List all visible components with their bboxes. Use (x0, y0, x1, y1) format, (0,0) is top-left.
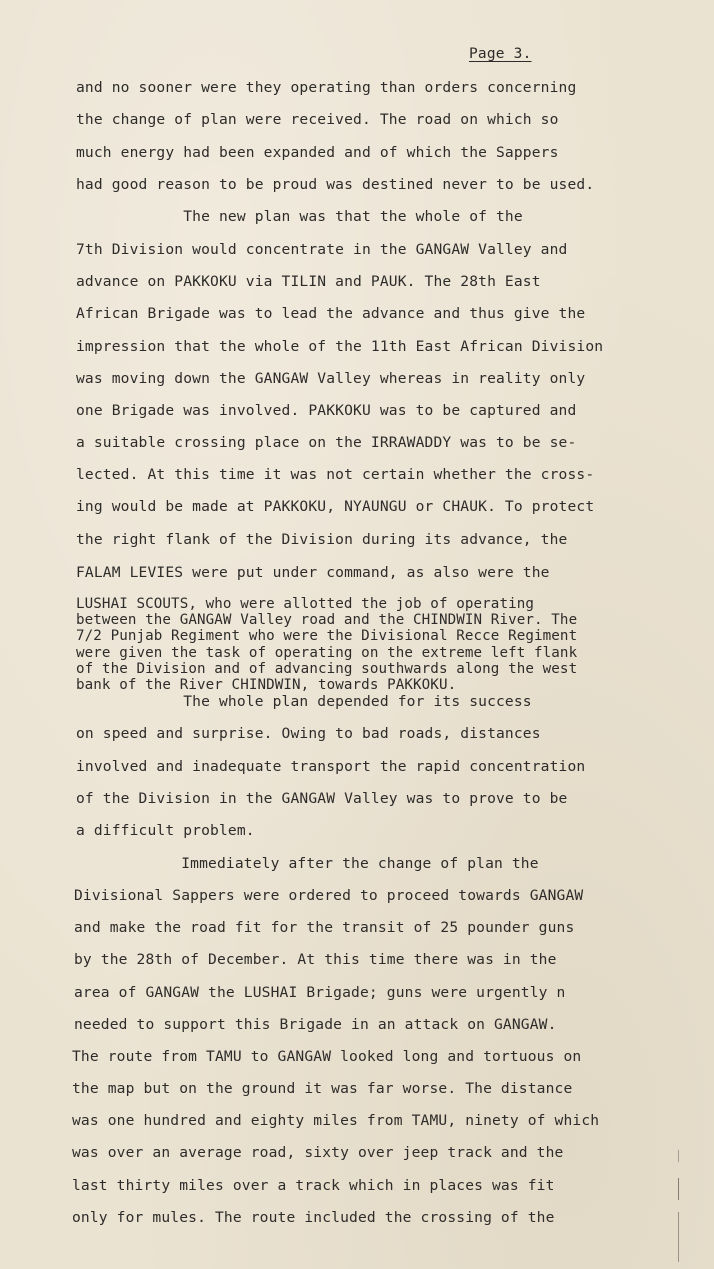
margin-mark (678, 1178, 679, 1200)
text-line: last thirty miles over a track which in places was fit (72, 1177, 555, 1194)
text-line: by the 28th of December. At this time there was in the (74, 951, 557, 968)
text-line: needed to support this Brigade in an attack on GANGAW. (74, 1016, 557, 1033)
text-line: a suitable crossing place on the IRRAWADDY was to be se- (76, 434, 577, 451)
text-line: was one hundred and eighty miles from TAMU, ninety of which (72, 1112, 600, 1129)
text-line: had good reason to be proud was destined never to be used. (76, 176, 595, 193)
text-line: The whole plan depended for its success (76, 693, 532, 710)
text-line: Divisional Sappers were ordered to proceed towards GANGAW (74, 887, 584, 904)
text-line: a difficult problem. (76, 822, 255, 839)
text-line: the map but on the ground it was far worse. The distance (72, 1080, 573, 1097)
text-line: involved and inadequate transport the rapid concentration (76, 758, 586, 775)
text-line: of the Division and of advancing southwards along the west (76, 661, 578, 677)
text-line: was over an average road, sixty over jeep track and the (72, 1144, 564, 1161)
page-number: Page 3. (469, 46, 532, 62)
text-line: much energy had been expanded and of which the Sappers (76, 144, 559, 161)
text-line: and no sooner were they operating than orders concerning (76, 79, 577, 96)
text-line: area of GANGAW the LUSHAI Brigade; guns were urgently n (74, 984, 566, 1001)
text-line: lected. At this time it was not certain whether the cross- (76, 466, 595, 483)
text-line: the change of plan were received. The road on which so (76, 111, 559, 128)
margin-mark (678, 1212, 679, 1262)
text-line: and make the road fit for the transit of 25 pounder guns (74, 919, 575, 936)
text-line: only for mules. The route included the crossing of the (72, 1209, 555, 1226)
margin-mark (678, 1150, 679, 1162)
text-line: between the GANGAW Valley road and the CHINDWIN River. The (76, 612, 578, 628)
text-line: of the Division in the GANGAW Valley was to prove to be (76, 790, 568, 807)
text-line: 7th Division would concentrate in the GANGAW Valley and (76, 241, 568, 258)
text-line: advance on PAKKOKU via TILIN and PAUK. The 28th East (76, 273, 541, 290)
text-line: Immediately after the change of plan the (74, 855, 539, 872)
text-line: the right flank of the Division during its advance, the (76, 531, 568, 548)
text-line: The new plan was that the whole of the (76, 208, 523, 225)
text-line: LUSHAI SCOUTS, who were allotted the job of operating (76, 596, 535, 612)
text-line: The route from TAMU to GANGAW looked long and tortuous on (72, 1048, 582, 1065)
text-line: 7/2 Punjab Regiment who were the Divisional Recce Regiment (76, 628, 578, 644)
text-line: African Brigade was to lead the advance and thus give the (76, 305, 586, 322)
text-line: ing would be made at PAKKOKU, NYAUNGU or CHAUK. To protect (76, 498, 595, 515)
text-line: were given the task of operating on the extreme left flank (76, 645, 578, 661)
text-line: one Brigade was involved. PAKKOKU was to be captured and (76, 402, 577, 419)
text-line: impression that the whole of the 11th East African Division (76, 338, 604, 355)
text-line: on speed and surprise. Owing to bad roads, distances (76, 725, 541, 742)
text-line: bank of the River CHINDWIN, towards PAKKOKU. (76, 677, 457, 693)
text-line: was moving down the GANGAW Valley whereas in reality only (76, 370, 586, 387)
text-line: FALAM LEVIES were put under command, as also were the (76, 564, 550, 581)
